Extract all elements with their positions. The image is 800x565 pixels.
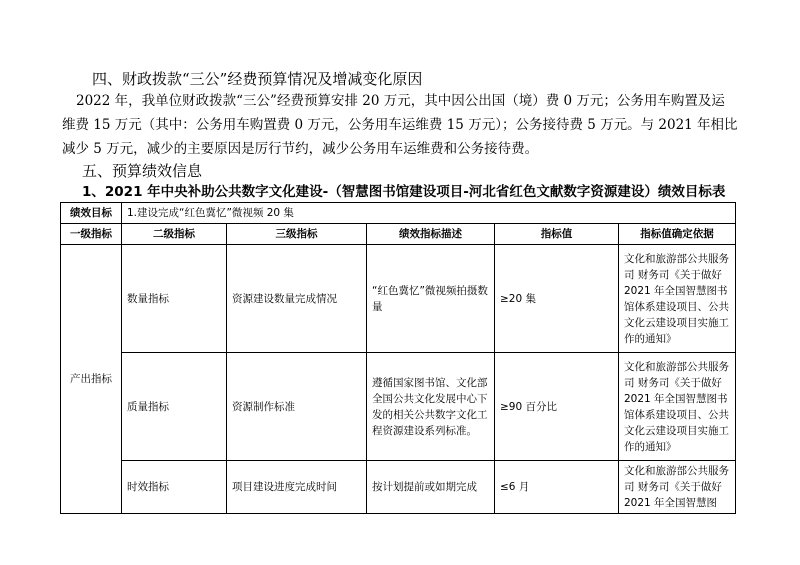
value-cell: ≥90 百分比: [495, 353, 619, 461]
description-cell: 遵循国家图书馆、文化部全国公共文化发展中心下发的相关公共数字文化工程资源建设系列标准。: [367, 353, 495, 461]
header-level3: 三级指标: [227, 224, 367, 245]
level3-cell: 项目建设进度完成时间: [227, 461, 367, 514]
level2-cell: 数量指标: [122, 245, 227, 353]
description-cell: 按计划提前或如期完成: [367, 461, 495, 514]
value-cell: ≥20 集: [495, 245, 619, 353]
goal-value: 1.建设完成“红色冀忆”微视频 20 集: [122, 203, 736, 224]
basis-cell: 文化和旅游部公共服务司 财务司《关于做好 2021 年全国智慧图书馆体系建设项目、公共文化云建设项目实施工作的通知》: [619, 353, 736, 461]
basis-cell: 文化和旅游部公共服务司 财务司《关于做好 2021 年全国智慧图: [619, 461, 736, 514]
level2-cell: 时效指标: [122, 461, 227, 514]
header-value: 指标值: [495, 224, 619, 245]
value-cell: ≤6 月: [495, 461, 619, 514]
section-heading-four: 四、财政拨款“三公”经费预算情况及增减变化原因: [92, 70, 423, 88]
level2-cell: 质量指标: [122, 353, 227, 461]
header-description: 绩效指标描述: [367, 224, 495, 245]
budget-paragraph: 2022 年，我单位财政拨款“三公”经费预算安排 20 万元，其中因公出国（境）费 0 万元；公务用车购置及运维费 15 万元（其中：公务用车购置费 0 万元，公务用车运维费 15 万元）；公务接待费 5 万元。与 2021 年相比减少 5 万元，减少的主要原因是厉行节约，减少公务用车运维费和公务接待费。: [62, 93, 738, 157]
level3-cell: 资源制作标准: [227, 353, 367, 461]
performance-goal-table: [60, 202, 736, 514]
goal-row: [61, 203, 736, 224]
header-row: [61, 224, 736, 245]
header-level1: 一级指标: [61, 224, 122, 245]
level3-cell: 资源建设数量完成情况: [227, 245, 367, 353]
level1-cell: 产出指标: [61, 245, 122, 514]
header-level2: 二级指标: [122, 224, 227, 245]
goal-label: 绩效目标: [61, 203, 122, 224]
header-basis: 指标值确定依据: [619, 224, 736, 245]
table-row: [61, 245, 736, 353]
table-title: 1、2021 年中央补助公共数字文化建设-（智慧图书馆建设项目-河北省红色文献数字资源建设）绩效目标表: [82, 184, 726, 200]
description-cell: “红色冀忆”微视频拍摄数量: [367, 245, 495, 353]
table-row: [61, 353, 736, 461]
section-heading-five: 五、预算绩效信息: [82, 162, 203, 180]
table-row: [61, 461, 736, 514]
basis-cell: 文化和旅游部公共服务司 财务司《关于做好 2021 年全国智慧图书馆体系建设项目、公共文化云建设项目实施工作的通知》: [619, 245, 736, 353]
